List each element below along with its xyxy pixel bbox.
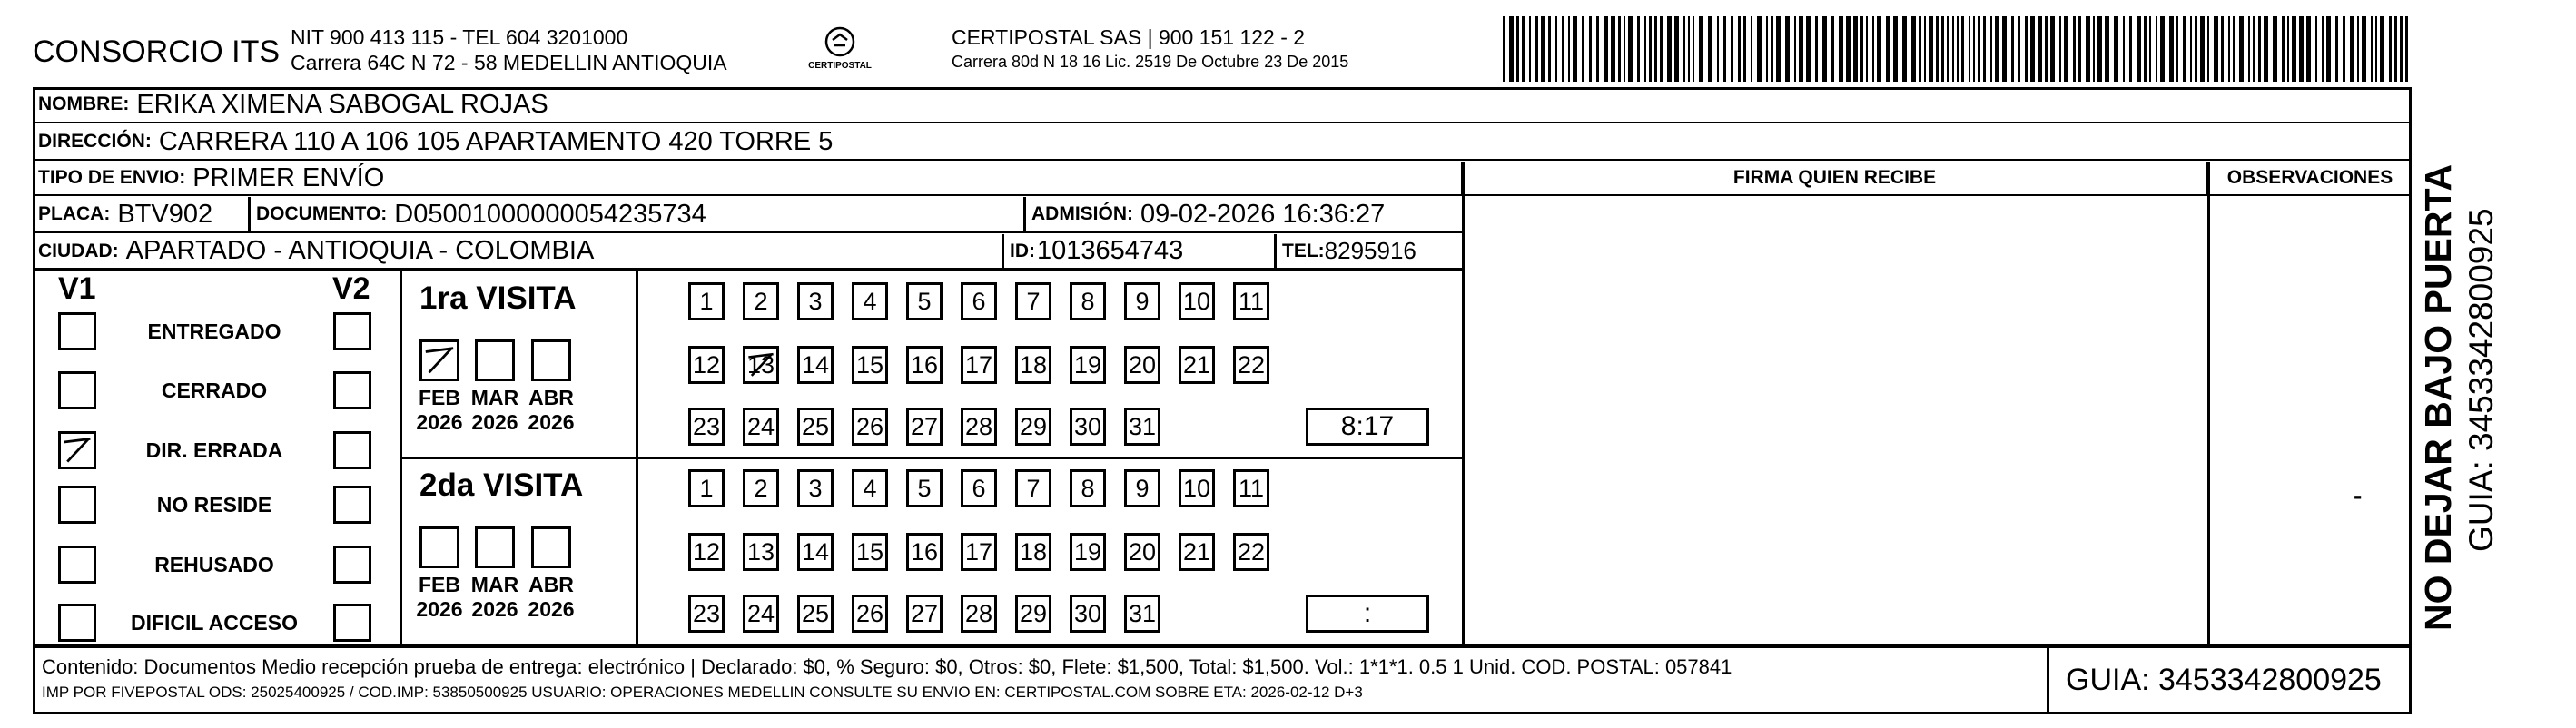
visit1-day-22[interactable]: 22 [1233,346,1269,384]
documento-label: DOCUMENTO: [256,203,388,224]
visit1-day-5[interactable]: 5 [906,282,943,320]
visit1-day-21[interactable]: 21 [1179,346,1215,384]
visit1-day-19[interactable]: 19 [1070,346,1106,384]
visit-divider [402,457,1462,459]
visit2-month-label-2: MAR 2026 [470,573,519,621]
no-dejar-bajo-puerta: NO DEJAR BAJO PUERTA [2417,163,2459,631]
visit2-day-21[interactable]: 21 [1179,533,1215,571]
placa-label: PLACA: [38,203,111,224]
visit1-day-12[interactable]: 12 [688,346,725,384]
visit2-day-13[interactable]: 13 [743,533,779,571]
visit2-day-22[interactable]: 22 [1233,533,1269,571]
visit2-day-12[interactable]: 12 [688,533,725,571]
observaciones-area[interactable] [2210,198,2410,645]
id-label: ID: [1010,240,1035,261]
firma-area[interactable] [1465,198,2207,645]
v1-checkbox-5[interactable] [58,546,96,584]
visit1-day-31[interactable]: 31 [1124,408,1160,446]
visit1-day-27[interactable]: 27 [906,408,943,446]
visit1-day-15[interactable]: 15 [852,346,888,384]
visit2-day-18[interactable]: 18 [1015,533,1051,571]
visit2-day-28[interactable]: 28 [961,595,997,633]
visit2-day-6[interactable]: 6 [961,469,997,507]
visit1-day-11[interactable]: 11 [1233,282,1269,320]
row-direccion [33,124,2412,161]
visit2-month-box-3[interactable] [531,526,571,568]
visit2-day-8[interactable]: 8 [1070,469,1106,507]
visit1-day-23[interactable]: 23 [688,408,725,446]
nombre-label: NOMBRE: [38,93,130,114]
placa-value: BTV902 [117,199,213,229]
v1-checkbox-4[interactable] [58,486,96,524]
status-label-2: CERRADO [161,379,268,402]
v2-checkbox-4[interactable] [333,486,371,524]
v2-label: V2 [332,271,370,306]
visit2-day-7[interactable]: 7 [1015,469,1051,507]
visit1-month-box-2[interactable] [475,339,515,381]
visit1-month-box-3[interactable] [531,339,571,381]
v2-checkbox-3[interactable] [333,431,371,469]
visit1-day-16[interactable]: 16 [906,346,943,384]
carrier-name: CERTIPOSTAL SAS | 900 151 122 - 2 [952,25,1306,49]
status-label-6: DIFICIL ACCESO [130,611,298,635]
company-address: Carrera 64C N 72 - 58 MEDELLIN ANTIOQUIA [291,51,727,74]
status-section [33,271,402,645]
row-tipo [33,162,2412,196]
svg-text:CERTIPOSTAL: CERTIPOSTAL [808,61,872,71]
visit2-time-box[interactable]: : [1306,595,1429,633]
visit2-month-box-2[interactable] [475,526,515,568]
tipo-value: PRIMER ENVÍO [192,162,385,192]
visit1-day-26[interactable]: 26 [852,408,888,446]
visit1-month-box-1[interactable] [419,339,459,381]
admision-value: 09-02-2026 16:36:27 [1140,199,1386,229]
footer-contenido: Contenido: Documentos Medio recepción prueba de entrega: electrónico | Declarado: $0, % Seguro: $0, Otros: $0, Flete: $1,500, Total: $1,500. Vol.: 1*1*1. 0.5 1 Unid. COD. POSTAL: 057841 [42,655,1732,678]
visit2-day-31[interactable]: 31 [1124,595,1160,633]
visit2-day-26[interactable]: 26 [852,595,888,633]
ciudad-value: APARTADO - ANTIOQUIA - COLOMBIA [125,236,595,265]
company-name: CONSORCIO ITS [33,34,281,69]
company-nit: NIT 900 413 115 - TEL 604 3201000 [291,25,628,49]
visit-title-1: 1ra VISITA [419,280,577,316]
visit1-day-17[interactable]: 17 [961,346,997,384]
observaciones-label: OBSERVACIONES [2226,167,2393,188]
certipostal-logo [808,24,872,76]
id-value: 1013654743 [1037,236,1184,265]
direccion-value: CARRERA 110 A 106 105 APARTAMENTO 420 TORRE 5 [158,126,834,156]
visit1-day-18[interactable]: 18 [1015,346,1051,384]
visit2-day-4[interactable]: 4 [852,469,888,507]
v1-checkbox-6[interactable] [58,604,96,642]
visit2-day-11[interactable]: 11 [1233,469,1269,507]
visit1-day-8[interactable]: 8 [1070,282,1106,320]
row-placa [33,197,1465,233]
visit1-day-25[interactable]: 25 [797,408,834,446]
status-label-5: REHUSADO [154,553,274,576]
visit1-day-24[interactable]: 24 [743,408,779,446]
month-divider [636,271,638,645]
visit1-day-2[interactable]: 2 [743,282,779,320]
visit2-day-25[interactable]: 25 [797,595,834,633]
visit2-day-29[interactable]: 29 [1015,595,1051,633]
visit1-day-3[interactable]: 3 [797,282,834,320]
visit2-day-10[interactable]: 10 [1179,469,1215,507]
visit-title-2: 2da VISITA [419,467,584,503]
visit2-day-30[interactable]: 30 [1070,595,1106,633]
visit1-time-box[interactable]: 8:17 [1306,408,1429,446]
nombre-value: ERIKA XIMENA SABOGAL ROJAS [136,89,548,119]
visit2-month-box-1[interactable] [419,526,459,568]
v2-checkbox-6[interactable] [333,604,371,642]
visit2-day-3[interactable]: 3 [797,469,834,507]
visit2-month-label-3: ABR 2026 [528,573,575,621]
visit2-day-9[interactable]: 9 [1124,469,1160,507]
status-label-1: ENTREGADO [147,320,281,343]
v2-checkbox-5[interactable] [333,546,371,584]
visit2-day-1[interactable]: 1 [688,469,725,507]
v2-checkbox-1[interactable] [333,312,371,350]
visit1-day-7[interactable]: 7 [1015,282,1051,320]
v2-checkbox-2[interactable] [333,371,371,409]
visit2-day-27[interactable]: 27 [906,595,943,633]
carrier-address: Carrera 80d N 18 16 Lic. 2519 De Octubre 23 De 2015 [952,53,1349,71]
visit2-day-23[interactable]: 23 [688,595,725,633]
visit1-day-14[interactable]: 14 [797,346,834,384]
visit2-day-5[interactable]: 5 [906,469,943,507]
visit2-month-label-1: FEB 2026 [416,573,463,621]
v1-checkbox-1[interactable] [58,312,96,350]
visit1-day-30[interactable]: 30 [1070,408,1106,446]
visit1-day-29[interactable]: 29 [1015,408,1051,446]
tipo-label: TIPO DE ENVIO: [38,167,186,188]
status-label-4: NO RESIDE [156,493,272,516]
visit2-day-20[interactable]: 20 [1124,533,1160,571]
visit1-day-13[interactable]: 13 [743,346,779,384]
visit1-month-label-1: FEB 2026 [416,386,463,434]
visit1-month-label-3: ABR 2026 [528,386,575,434]
observaciones-mark: - [2354,481,2363,509]
v1-label: V1 [58,271,96,306]
side-guia: GUIA: 3453342800925 [2462,208,2500,552]
row-nombre [33,87,2412,123]
visit1-day-6[interactable]: 6 [961,282,997,320]
footer-guia-divider [2047,645,2049,714]
footer-guia: GUIA: 3453342800925 [2066,663,2382,697]
visit1-day-9[interactable]: 9 [1124,282,1160,320]
direccion-label: DIRECCIÓN: [38,131,152,152]
v1-checkbox-2[interactable] [58,371,96,409]
visit2-day-17[interactable]: 17 [961,533,997,571]
visit1-month-label-2: MAR 2026 [470,386,519,434]
v1-checkbox-3[interactable] [58,431,96,469]
visit1-day-1[interactable]: 1 [688,282,725,320]
visit2-day-16[interactable]: 16 [906,533,943,571]
documento-value: D05001000000054235734 [394,199,706,229]
ciudad-label: CIUDAD: [38,240,119,261]
visit1-day-4[interactable]: 4 [852,282,888,320]
visit2-day-24[interactable]: 24 [743,595,779,633]
tel-value: 8295916 [1324,237,1416,264]
firma-label: FIRMA QUIEN RECIBE [1732,167,1937,188]
visit1-day-10[interactable]: 10 [1179,282,1215,320]
tel-label: TEL: [1282,240,1325,261]
row-ciudad [33,234,1465,271]
visit1-day-20[interactable]: 20 [1124,346,1160,384]
footer-imp: IMP POR FIVEPOSTAL ODS: 25025400925 / COD.IMP: 53850500925 USUARIO: OPERACIONES MEDELLIN CONSULTE SU ENVIO EN: CERTIPOSTAL.COM SOBRE ETA: 2026-02-12 D+3 [42,684,1363,701]
visit2-day-14[interactable]: 14 [797,533,834,571]
barcode [1503,16,2411,82]
visit2-day-19[interactable]: 19 [1070,533,1106,571]
status-label-3: DIR. ERRADA [145,438,283,462]
visit2-day-15[interactable]: 15 [852,533,888,571]
visit2-day-2[interactable]: 2 [743,469,779,507]
visit1-day-28[interactable]: 28 [961,408,997,446]
admision-label: ADMISIÓN: [1031,203,1133,224]
